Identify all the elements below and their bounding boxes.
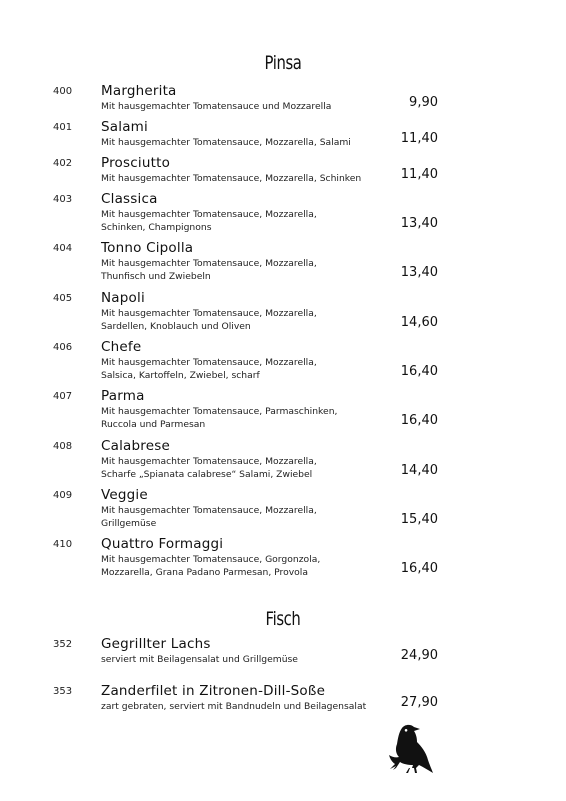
item-price: 16,40 <box>400 413 438 428</box>
item-name: Tonno Cipolla <box>101 240 194 256</box>
item-number: 409 <box>53 490 73 501</box>
item-description <box>101 504 317 530</box>
item-price: 24,90 <box>400 648 438 663</box>
item-description-line: Schinken, Champignons <box>101 222 212 233</box>
item-description-line: Mit hausgemachter Tomatensauce, Mozzarella, Schinken <box>101 173 362 184</box>
item-name: Classica <box>101 191 158 207</box>
item-price: 14,60 <box>400 315 438 330</box>
item-description-line: Mit hausgemachter Tomatensauce, Gorgonzola, <box>101 554 321 565</box>
item-description-line: Mit hausgemachter Tomatensauce, Parmaschinken, <box>101 406 338 417</box>
item-number: 401 <box>53 122 73 133</box>
item-number: 403 <box>53 194 73 205</box>
item-description-line: Grillgemüse <box>101 518 157 529</box>
item-price: 11,40 <box>400 167 438 182</box>
item-name: Parma <box>101 388 145 404</box>
item-price: 14,40 <box>400 463 438 478</box>
item-name: Gegrillter Lachs <box>101 636 211 652</box>
item-description <box>101 172 361 185</box>
item-price: 15,40 <box>400 512 438 527</box>
item-description-line: Mit hausgemachter Tomatensauce, Mozzarella, <box>101 357 317 368</box>
item-description-line: Ruccola und Parmesan <box>101 419 206 430</box>
item-number: 404 <box>53 243 73 254</box>
item-description-line: Mit hausgemachter Tomatensauce, Mozzarella, <box>101 308 317 319</box>
item-description-line: Mit hausgemachter Tomatensauce, Mozzarella, Salami <box>101 137 351 148</box>
item-name: Chefe <box>101 339 142 355</box>
item-description-line: Mit hausgemachter Tomatensauce, Mozzarella, <box>101 456 317 467</box>
item-name: Napoli <box>101 290 145 306</box>
item-description <box>101 257 317 283</box>
item-description-line: Mit hausgemachter Tomatensauce, Mozzarella, <box>101 258 317 269</box>
item-price: 16,40 <box>400 561 438 576</box>
item-name: Margherita <box>101 83 177 99</box>
item-description-line: Sardellen, Knoblauch und Oliven <box>101 321 251 332</box>
item-price: 13,40 <box>400 265 438 280</box>
item-number: 410 <box>53 539 73 550</box>
section-title-fisch: Fisch <box>265 608 301 630</box>
item-description-line: serviert mit Beilagensalat und Grillgemüse <box>101 654 298 665</box>
item-description-line: Mozzarella, Grana Padano Parmesan, Provola <box>101 567 308 578</box>
item-name: Prosciutto <box>101 155 171 171</box>
item-price: 13,40 <box>400 216 438 231</box>
item-price: 27,90 <box>400 695 438 710</box>
item-description-line: Mit hausgemachter Tomatensauce und Mozzarella <box>101 101 332 112</box>
item-price: 11,40 <box>400 131 438 146</box>
raven-icon <box>386 722 434 774</box>
item-description-line: Mit hausgemachter Tomatensauce, Mozzarella, <box>101 209 317 220</box>
item-number: 408 <box>53 441 73 452</box>
section-title-pinsa: Pinsa <box>264 52 302 74</box>
item-number: 402 <box>53 158 73 169</box>
item-description-line: Scharfe „Spianata calabrese“ Salami, Zwiebel <box>101 469 313 480</box>
item-description <box>101 208 317 234</box>
item-description <box>101 100 331 113</box>
item-description-line: Mit hausgemachter Tomatensauce, Mozzarella, <box>101 505 317 516</box>
item-name: Quattro Formaggi <box>101 536 224 552</box>
item-description <box>101 136 351 149</box>
item-description <box>101 553 320 579</box>
item-number: 352 <box>53 639 73 650</box>
item-number: 406 <box>53 342 73 353</box>
item-price: 9,90 <box>409 95 438 110</box>
item-number: 405 <box>53 293 73 304</box>
item-description <box>101 356 317 382</box>
item-number: 400 <box>53 86 73 97</box>
item-name: Salami <box>101 119 148 135</box>
item-description <box>101 405 337 431</box>
item-description <box>101 307 317 333</box>
item-number: 407 <box>53 391 73 402</box>
item-description <box>101 700 366 713</box>
item-description-line: Thunfisch und Zwiebeln <box>101 271 211 282</box>
item-description-line: Salsica, Kartoffeln, Zwiebel, scharf <box>101 370 260 381</box>
item-name: Calabrese <box>101 438 170 454</box>
item-number: 353 <box>53 686 73 697</box>
item-name: Veggie <box>101 487 148 503</box>
item-price: 16,40 <box>400 364 438 379</box>
item-name: Zanderfilet in Zitronen-Dill-Soße <box>101 683 326 699</box>
item-description <box>101 653 298 666</box>
item-description-line: zart gebraten, serviert mit Bandnudeln und Beilagensalat <box>101 701 367 712</box>
item-description <box>101 455 317 481</box>
